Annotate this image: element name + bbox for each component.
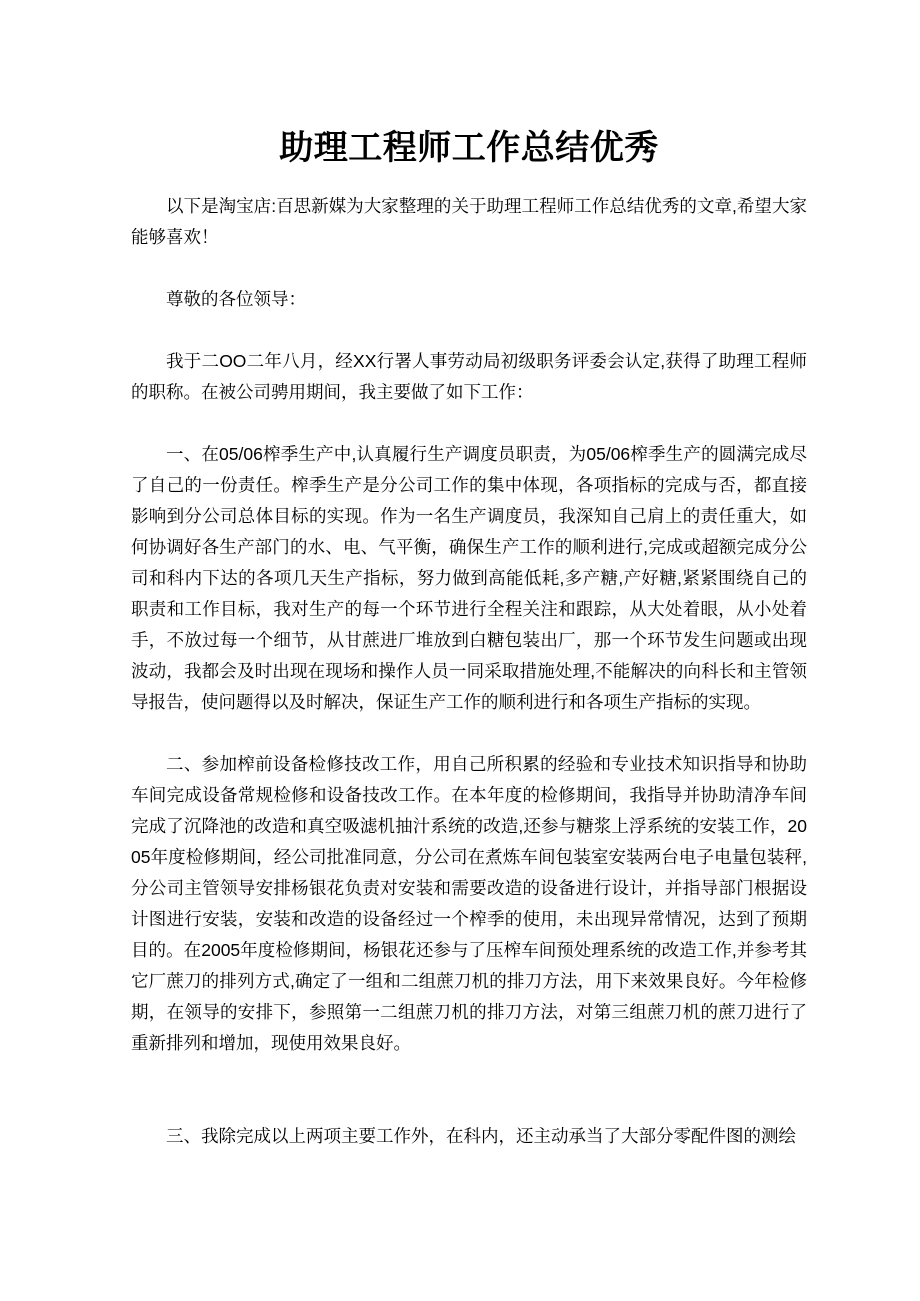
intro-paragraph: 以下是淘宝店:百思新媒为大家整理的关于助理工程师工作总结优秀的文章,希望大家能够喜欢！ (131, 196, 807, 247)
document-title: 助理工程师工作总结优秀 (279, 129, 659, 167)
work-item-3-paragraph: 三、我除完成以上两项主要工作外，在科内，还主动承当了大部分零配件图的测绘 (166, 1126, 796, 1146)
work-item-1-paragraph: 一、在05/06榨季生产中,认真履行生产调度员职责，为05/06榨季生产的圆满完成尽了自己的一份责任。榨季生产是分公司工作的集中体现，各项指标的完成与否，都直接影响到分公司总体目标的实现。作为一名生产调度员，我深知自己肩上的责任重大，如何协调好各生产部门的水、电、气平衡，确保生产工作的顺利进行,完成或超额完成分公司和科内下达的各项几天生产指标，努力做到高能低耗,多产糖,产好糖,紧紧围绕自己的职责和工作目标，我对生产的每一个环节进行全程关注和跟踪，从大处着眼，从小处着手，不放过每一个细节，从甘蔗进厂堆放到白糖包装出厂，那一个环节发生问题或出现波动，我都会及时出现在现场和操作人员一同采取措施处理,不能解决的向科长和主管领导报告，使问题得以及时解决，保证生产工作的顺利进行和各项生产指标的实现。 (131, 444, 807, 712)
salutation-paragraph: 尊敬的各位领导： (166, 289, 306, 309)
opening-paragraph: 我于二OO二年八月，经XX行署人事劳动局初级职务评委会认定,获得了助理工程师的职称。在被公司骋用期间，我主要做了如下工作： (131, 351, 807, 402)
work-item-2-paragraph: 二、参加榨前设备检修技改工作，用自己所积累的经验和专业技术知识指导和协助车间完成设备常规检修和设备技改工作。在本年度的检修期间，我指导并协助清净车间完成了沉降池的改造和真空吸滤机抽汁系统的改造,还参与糖浆上浮系统的安装工作，2005年度检修期间，经公司批准同意，分公司在煮炼车间包装室安装两台电子电量包装秤,分公司主管领导安排杨银花负责对安装和需要改造的设备进行设计，并指导部门根据设计图进行安装，安装和改造的设备经过一个榨季的使用，未出现异常情况，达到了预期目的。在2005年度检修期间，杨银花还参与了压榨车间预处理系统的改造工作,并参考其它厂蔗刀的排列方式,确定了一组和二组蔗刀机的排刀方法，用下来效果良好。今年检修期，在领导的安排下，参照第一二组蔗刀机的排刀方法，对第三组蔗刀机的蔗刀进行了重新排列和增加，现使用效果良好。 (131, 754, 807, 1053)
